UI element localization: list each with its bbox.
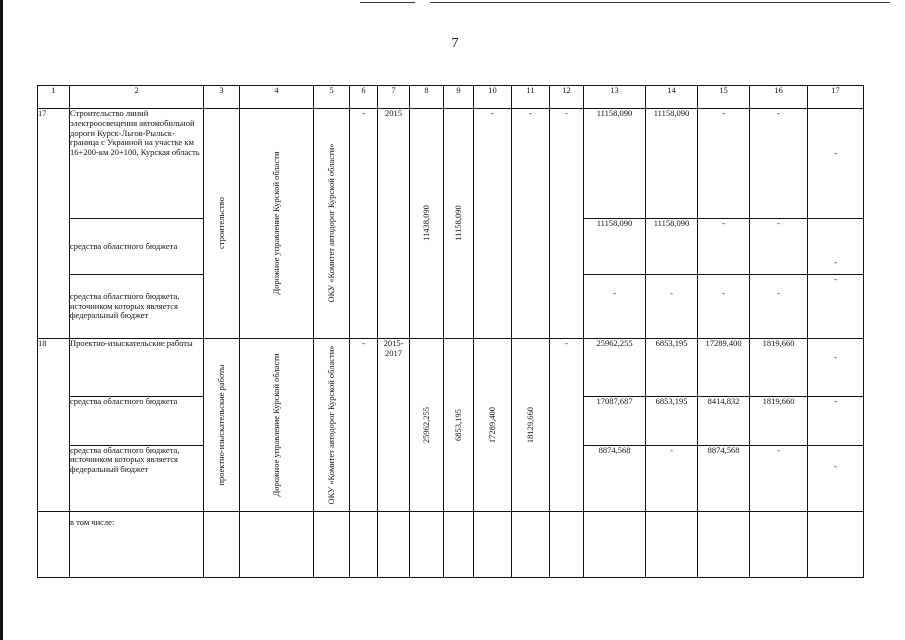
col16-value: -: [750, 219, 808, 275]
empty-cell: [38, 512, 70, 578]
work-type: проектно-изыскательские работы: [215, 364, 226, 486]
row-title: Строительство линий электроосвещения автомобильной дороги Курск-Льгов-Рыльск-граница с Украиной на участке км 16+200-км 20+100, Курская область: [70, 109, 204, 219]
col17-value: -: [808, 339, 864, 397]
developer: ОКУ «Комитет автодорог Курской области»: [325, 143, 336, 303]
col10-cell: [474, 339, 512, 512]
col-header: 1: [38, 86, 70, 109]
col-header: 4: [240, 86, 314, 109]
col16-value: 1819,660: [750, 397, 808, 445]
table-row: [38, 512, 864, 578]
row-title: в том числе:: [70, 512, 204, 578]
developer-cell: [314, 339, 350, 512]
col-header: 13: [584, 86, 646, 109]
col-header: 12: [550, 86, 584, 109]
col6-value: -: [350, 339, 378, 512]
col-header: 9: [444, 86, 474, 109]
col15-value: -: [698, 275, 750, 339]
period-value: 2015: [378, 109, 410, 339]
col6-value: -: [350, 109, 378, 339]
empty-cell: [584, 512, 646, 578]
col14-value: -: [646, 275, 698, 339]
empty-cell: [444, 512, 474, 578]
col-header: 5: [314, 86, 350, 109]
empty-cell: [698, 512, 750, 578]
col-header: 17: [808, 86, 864, 109]
col-header: 8: [410, 86, 444, 109]
empty-cell: [378, 512, 410, 578]
header-row: [38, 86, 864, 109]
col8-value: 11438,090: [420, 205, 431, 241]
col14-value: 6853,195: [646, 339, 698, 397]
empty-cell: [808, 512, 864, 578]
col-header: 6: [350, 86, 378, 109]
row-title: Проектно-изыскательские работы: [70, 339, 204, 397]
col8-value: 25962,255: [420, 406, 431, 444]
row-number: 17: [38, 109, 70, 339]
empty-cell: [646, 512, 698, 578]
col13-value: 25962,255: [584, 339, 646, 397]
work-type-cell: [204, 109, 240, 339]
col14-value: -: [646, 445, 698, 511]
col17-value: -: [808, 109, 864, 219]
page-number: 7: [451, 36, 459, 51]
scan-line: [430, 2, 890, 3]
developer-cell: [314, 109, 350, 339]
col11-value: 18129,660: [524, 406, 535, 444]
subrow-title: средства областного бюджета, источником которых является федеральный бюджет: [70, 275, 204, 339]
scan-line: [360, 2, 415, 3]
work-type: строительство: [215, 197, 226, 249]
col-header: 14: [646, 86, 698, 109]
col15-value: 8414,832: [698, 397, 750, 445]
data-table: [37, 85, 864, 578]
col14-value: 11158,090: [646, 219, 698, 275]
col9-cell: [444, 109, 474, 339]
subrow-title: средства областного бюджета, источником которых является федеральный бюджет: [70, 445, 204, 511]
col13-value: 11158,090: [584, 219, 646, 275]
scan-edge: [0, 0, 3, 640]
col13-value: -: [584, 275, 646, 339]
empty-cell: [240, 512, 314, 578]
col10-value: 17289,400: [486, 406, 497, 444]
col17-value: -: [808, 445, 864, 511]
col15-value: 17289,400: [698, 339, 750, 397]
col16-value: 1819,660: [750, 339, 808, 397]
period-value: 2015-2017: [378, 339, 410, 512]
col14-value: 6853,195: [646, 397, 698, 445]
col15-value: -: [698, 109, 750, 219]
col12-value: -: [550, 109, 584, 339]
empty-cell: [550, 512, 584, 578]
empty-cell: [750, 512, 808, 578]
col10-value: -: [474, 109, 512, 339]
col11-value: -: [512, 109, 550, 339]
col12-value: -: [550, 339, 584, 512]
row-number: 18: [38, 339, 70, 512]
col17-value: -: [808, 275, 864, 339]
work-type-cell: [204, 339, 240, 512]
col15-value: 8874,568: [698, 445, 750, 511]
col-header: 15: [698, 86, 750, 109]
col9-cell: [444, 339, 474, 512]
empty-cell: [314, 512, 350, 578]
empty-cell: [474, 512, 512, 578]
customer: Дорожное управление Курской области: [270, 151, 281, 295]
col8-cell: [410, 109, 444, 339]
subrow-title: средства областного бюджета: [70, 397, 204, 445]
empty-cell: [410, 512, 444, 578]
col-header: 7: [378, 86, 410, 109]
col13-value: 11158,090: [584, 109, 646, 219]
col9-value: 6853,195: [452, 409, 463, 441]
col15-value: -: [698, 219, 750, 275]
empty-cell: [204, 512, 240, 578]
customer: Дорожное управление Курской области: [270, 353, 281, 497]
col16-value: -: [750, 109, 808, 219]
col9-value: 11158,090: [452, 205, 463, 241]
col14-value: 11158,090: [646, 109, 698, 219]
col-header: 10: [474, 86, 512, 109]
col-header: 11: [512, 86, 550, 109]
col8-cell: [410, 339, 444, 512]
table-row: [38, 109, 864, 219]
col16-value: -: [750, 445, 808, 511]
col16-value: -: [750, 275, 808, 339]
col13-value: 17087,687: [584, 397, 646, 445]
developer: ОКУ «Комитет автодорог Курской области»: [325, 345, 336, 505]
col13-value: 8874,568: [584, 445, 646, 511]
table-row: [38, 339, 864, 397]
empty-cell: [512, 512, 550, 578]
col17-value: -: [808, 397, 864, 445]
customer-cell: [240, 109, 314, 339]
col17-value: -: [808, 219, 864, 275]
col-header: 16: [750, 86, 808, 109]
col11-cell: [512, 339, 550, 512]
col-header: 3: [204, 86, 240, 109]
subrow-title: средства областного бюджета: [70, 219, 204, 275]
empty-cell: [350, 512, 378, 578]
customer-cell: [240, 339, 314, 512]
col-header: 2: [70, 86, 204, 109]
